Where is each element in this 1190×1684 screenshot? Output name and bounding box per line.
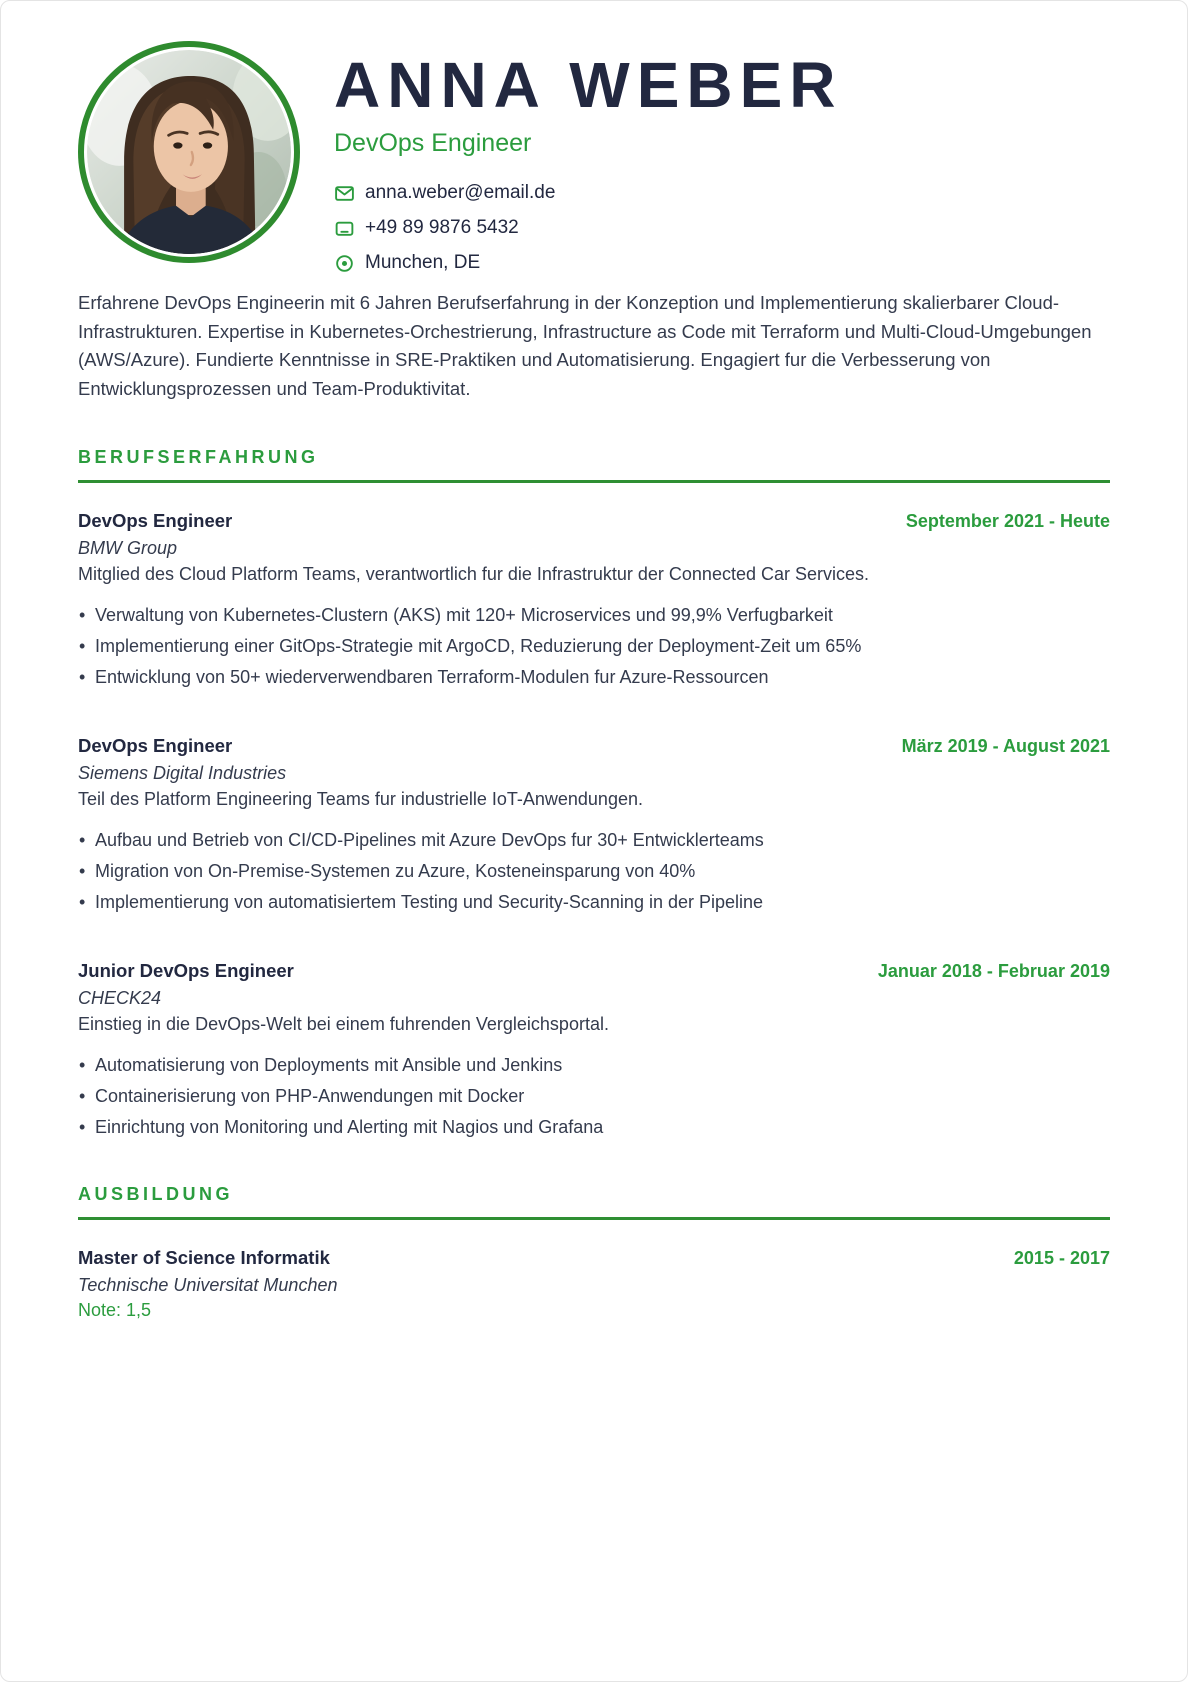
education-date: 2015 - 2017 <box>1013 1248 1110 1268</box>
education-school: Technische Universitat Munchen <box>78 1275 338 1295</box>
contact-email-value: anna.weber@email.de <box>365 182 556 203</box>
job-entry-head <box>78 510 1110 532</box>
contact-phone <box>334 217 843 239</box>
job-description: Einstieg in die DevOps-Welt bei einem fuhrenden Vergleichsportal. <box>78 1014 609 1034</box>
education-degree: Master of Science Informatik <box>78 1247 330 1268</box>
job-company: CHECK24 <box>78 988 162 1008</box>
avatar <box>78 41 300 263</box>
resume-header <box>1 1 1187 287</box>
location-pin-icon <box>334 253 355 274</box>
job-bullet: • Automatisierung von Deployments mit Ansible und Jenkins <box>78 1052 1110 1078</box>
section-experience <box>78 447 1110 1140</box>
contact-phone-value: +49 89 9876 5432 <box>365 217 519 238</box>
job-title-text: DevOps Engineer <box>78 735 233 756</box>
section-heading-experience: BERUFSERFAHRUNG <box>78 447 319 467</box>
contact-email <box>334 182 843 204</box>
education-entry <box>78 1247 1110 1321</box>
job-date: September 2021 - Heute <box>905 511 1110 531</box>
job-date: März 2019 - August 2021 <box>901 736 1110 756</box>
job-entry <box>78 735 1110 915</box>
education-grade: Note: 1,5 <box>78 1300 152 1320</box>
section-education <box>78 1184 1110 1321</box>
contact-location <box>334 252 843 274</box>
education-entry-head <box>78 1247 1110 1269</box>
job-bullet: • Aufbau und Betrieb von CI/CD-Pipelines mit Azure DevOps fur 30+ Entwicklerteams <box>78 827 1110 853</box>
profile-photo <box>87 50 291 254</box>
job-company: BMW Group <box>78 538 178 558</box>
job-bullet-list <box>78 602 1110 690</box>
person-job-title: DevOps Engineer <box>334 129 532 157</box>
job-bullet: • Implementierung einer GitOps-Strategie mit ArgoCD, Reduzierung der Deployment-Zeit um 65% <box>78 633 1110 659</box>
job-bullet: • Implementierung von automatisiertem Testing und Security-Scanning in der Pipeline <box>78 889 1110 915</box>
envelope-icon <box>334 183 355 204</box>
job-title-text: Junior DevOps Engineer <box>78 960 294 981</box>
profile-summary: Erfahrene DevOps Engineerin mit 6 Jahren Berufserfahrung in der Konzeption und Implementierung skalierbarer Cloud-Infrastrukturen. Expertise in Kubernetes-Orchestrierung, Infrastructure as Code mit Terraform und Multi-Cloud-Umgebungen (AWS/Azure). Fundierte Kenntnisse in SRE-Praktiken und Automatisierung. Engagiert fur die Verbesserung von Entwicklungsprozessen und Team-Produktivitat. <box>78 292 1092 399</box>
job-description: Teil des Platform Engineering Teams fur industrielle IoT-Anwendungen. <box>78 789 643 809</box>
phone-icon <box>334 218 355 239</box>
contact-location-value: Munchen, DE <box>365 252 481 273</box>
job-bullet-list <box>78 827 1110 915</box>
job-title-text: DevOps Engineer <box>78 510 233 531</box>
job-bullet-list <box>78 1052 1110 1140</box>
job-entry-head <box>78 960 1110 982</box>
section-heading-education: AUSBILDUNG <box>78 1184 233 1204</box>
job-entry-head <box>78 735 1110 757</box>
header-text-block <box>334 41 843 287</box>
job-bullet: • Entwicklung von 50+ wiederverwendbaren Terraform-Modulen fur Azure-Ressourcen <box>78 664 1110 690</box>
section-rule <box>78 480 1110 483</box>
job-entry <box>78 960 1110 1140</box>
job-bullet: • Verwaltung von Kubernetes-Clustern (AKS) mit 120+ Microservices und 99,9% Verfugbarkeit <box>78 602 1110 628</box>
job-date: Januar 2018 - Februar 2019 <box>877 961 1110 981</box>
job-bullet: • Containerisierung von PHP-Anwendungen mit Docker <box>78 1083 1110 1109</box>
job-bullet: • Einrichtung von Monitoring und Alerting mit Nagios und Grafana <box>78 1114 1110 1140</box>
person-name: ANNA WEBER <box>334 49 843 121</box>
job-entry <box>78 510 1110 690</box>
section-rule <box>78 1217 1110 1220</box>
job-company: Siemens Digital Industries <box>78 763 287 783</box>
job-description: Mitglied des Cloud Platform Teams, verantwortlich fur die Infrastruktur der Connected Car Services. <box>78 564 869 584</box>
contact-list <box>334 182 843 274</box>
job-bullet: • Migration von On-Premise-Systemen zu Azure, Kosteneinsparung von 40% <box>78 858 1110 884</box>
